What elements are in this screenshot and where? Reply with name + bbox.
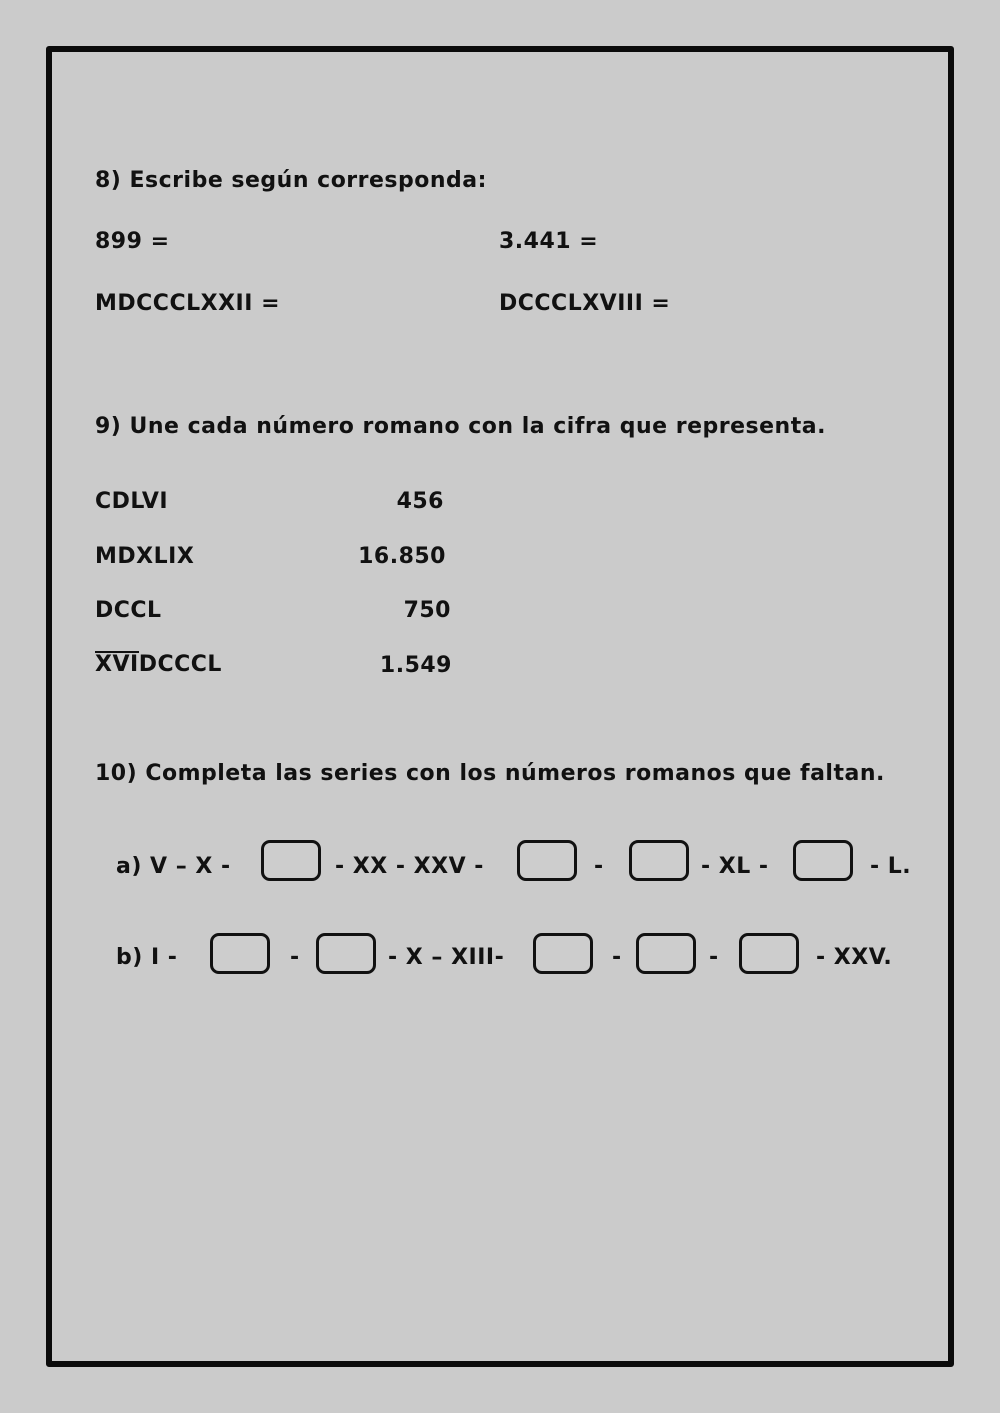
q9-number-750: 750 — [403, 598, 451, 623]
q9-number-16850: 16.850 — [358, 544, 446, 569]
series-b-part-2: - X – XIII- — [388, 945, 505, 970]
q8-item-dccclxviii: DCCCLXVIII = — [499, 291, 671, 316]
q8-item-899: 899 = — [95, 229, 170, 254]
series-a-part-1: - XX - XXV - — [335, 854, 484, 879]
series-b-part-3: - — [612, 945, 622, 970]
q9-title: 9) Une cada número romano con la cifra que representa. — [95, 414, 826, 439]
series-a-label: a) V – X - — [116, 854, 231, 879]
series-b-blank-4[interactable] — [636, 933, 696, 974]
q9-number-1549: 1.549 — [379, 653, 452, 678]
series-b-part-5: - XXV. — [816, 945, 893, 970]
series-b-part-1: - — [290, 945, 300, 970]
q9-roman-dccl: DCCL — [95, 598, 162, 623]
q8-item-3441: 3.441 = — [499, 229, 599, 254]
series-b-blank-2[interactable] — [316, 933, 376, 974]
q8-title: 8) Escribe según corresponda: — [95, 168, 487, 193]
q9-roman-mdxlix: MDXLIX — [95, 544, 195, 569]
series-b-blank-3[interactable] — [533, 933, 593, 974]
series-a-blank-2[interactable] — [517, 840, 577, 881]
q10-title: 10) Completa las series con los números romanos que faltan. — [95, 761, 885, 786]
q9-number-456: 456 — [396, 489, 444, 514]
series-a-blank-1[interactable] — [261, 840, 321, 881]
series-b-blank-1[interactable] — [210, 933, 270, 974]
q8-item-mdccclxxii: MDCCCLXXII = — [95, 291, 280, 316]
series-b-label: b) I - — [116, 945, 178, 970]
series-a-blank-4[interactable] — [793, 840, 853, 881]
series-b-part-4: - — [709, 945, 719, 970]
series-a-part-3: - XL - — [701, 854, 769, 879]
overline-thousands: XVI — [95, 652, 139, 677]
series-a-part-2: - — [594, 854, 604, 879]
q9-roman-xvidcccl: XVIDCCCL — [95, 652, 222, 677]
series-a-part-4: - L. — [870, 854, 912, 879]
series-b-blank-5[interactable] — [739, 933, 799, 974]
q9-roman-cdlvi: CDLVI — [95, 489, 169, 514]
series-a-blank-3[interactable] — [629, 840, 689, 881]
